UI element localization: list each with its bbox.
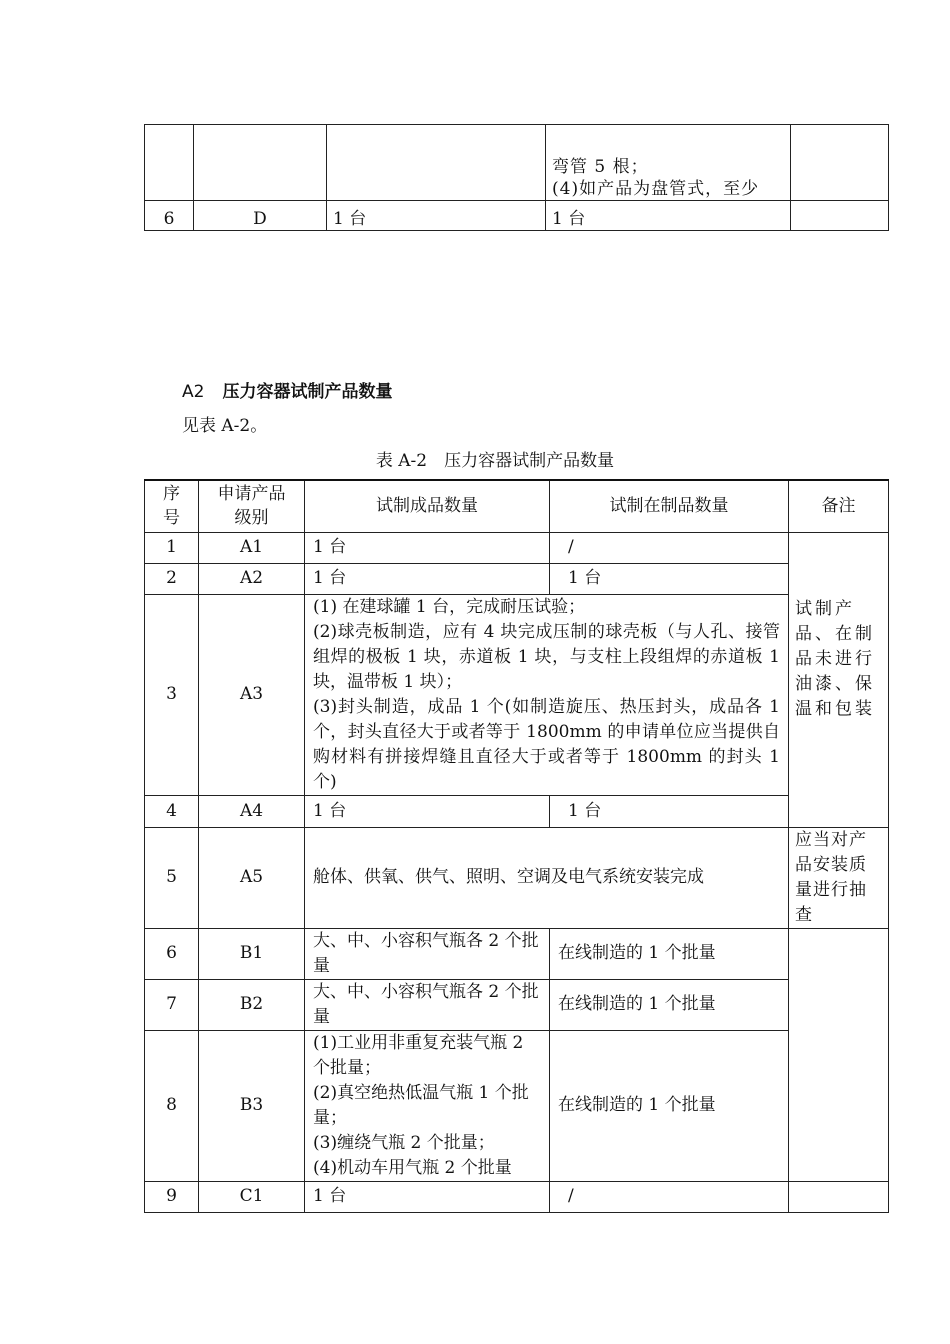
cell-level: B1 [199,928,305,979]
section-number: A2 [182,382,205,402]
header-finished: 试制成品数量 [305,480,550,532]
table-row [145,563,889,594]
cell-finished: 1 台 [305,563,550,594]
cell-level: D [194,201,327,231]
cell-seq: 3 [145,594,199,795]
cell-level: B3 [199,1030,305,1181]
cell-note-rows1-4: 试制产品、在制品未进行油漆、保温和包装 [789,532,889,827]
table-row [145,125,889,201]
table-row [145,979,889,1030]
intro-text: 见表 A-2。 [182,416,268,436]
continued-table [144,124,889,231]
cell-seq: 9 [145,1181,199,1212]
cell-level: B2 [199,979,305,1030]
cell-finished: 1 台 [305,795,550,827]
cell-in-process: 在线制造的 1 个批量 [550,1030,789,1181]
cell-seq: 1 [145,532,199,563]
pressure-vessel-table [144,479,889,1213]
section-heading [182,377,392,402]
cell-finished: 1 台 [305,532,550,563]
cell-seq: 4 [145,795,199,827]
cell-finished: (1)工业用非重复充装气瓶 2 个批量； (2)真空绝热低温气瓶 1 个批量； (3)缠绕气瓶 2 个批量； (4)机动车用气瓶 2 个批量 [305,1030,550,1181]
cell-level: A5 [199,827,305,928]
cell-in-process: 在线制造的 1 个批量 [550,979,789,1030]
cell-seq: 6 [145,201,194,231]
header-seq: 序 号 [145,480,199,532]
cell-merged-content: 舱体、供氧、供气、照明、空调及电气系统安装完成 [305,827,789,928]
table-row [145,1030,889,1181]
header-in-process: 试制在制品数量 [550,480,789,532]
table-row [145,532,889,563]
cell-finished: 大、中、小容积气瓶各 2 个批量 [305,979,550,1030]
cell-level: A3 [199,594,305,795]
cell-seq: 2 [145,563,199,594]
cell-in-process: 1 台 [546,201,791,231]
cell-seq: 6 [145,928,199,979]
cell-level: A4 [199,795,305,827]
cell-finished: 大、中、小容积气瓶各 2 个批量 [305,928,550,979]
cell-seq: 7 [145,979,199,1030]
cell-level: C1 [199,1181,305,1212]
header-level: 申请产品 级别 [199,480,305,532]
cell-finished: 1 台 [327,201,546,231]
cell-quantity-cont: 弯管 5 根； (4)如产品为盘管式，至少 [546,125,791,201]
cell-in-process: 1 台 [550,795,789,827]
cell-merged-content: (1) 在建球罐 1 台，完成耐压试验； (2)球壳板制造，应有 4 块完成压制的球壳板（与人孔、接管组焊的极板 1 块，赤道板 1 块，与支柱上段组焊的赤道板 1 块，温带板 1 块）； (3)封头制造，成品 1 个(如制造旋压、热压封头，成品各 1 个，封头直径大于或者等于 1800mm 的申请单位应当提供自购材料有拼接焊缝且直径大于或者等于 1800mm 的封头 1 个) [305,594,789,795]
table-header-row [145,480,889,532]
table-caption: 表 A-2 压力容器试制产品数量 [375,451,615,471]
table-row [145,594,889,795]
cell-note-row9 [789,1181,889,1212]
header-note: 备注 [789,480,889,532]
cell-in-process: / [550,532,789,563]
cell-finished: 1 台 [305,1181,550,1212]
cell-level: A2 [199,563,305,594]
cell-in-process: 在线制造的 1 个批量 [550,928,789,979]
cell-note-rows6-8 [789,928,889,1181]
cell-seq: 5 [145,827,199,928]
table-row [145,827,889,928]
table-row [145,201,889,231]
cell-level: A1 [199,532,305,563]
table-row [145,928,889,979]
table-row [145,795,889,827]
cell-note [791,201,889,231]
table-row [145,1181,889,1212]
cell-in-process: 1 台 [550,563,789,594]
cell-seq: 8 [145,1030,199,1181]
section-title: 压力容器试制产品数量 [222,382,393,402]
cell-in-process: / [550,1181,789,1212]
cell-note-row5: 应当对产品安装质量进行抽查 [789,827,889,928]
